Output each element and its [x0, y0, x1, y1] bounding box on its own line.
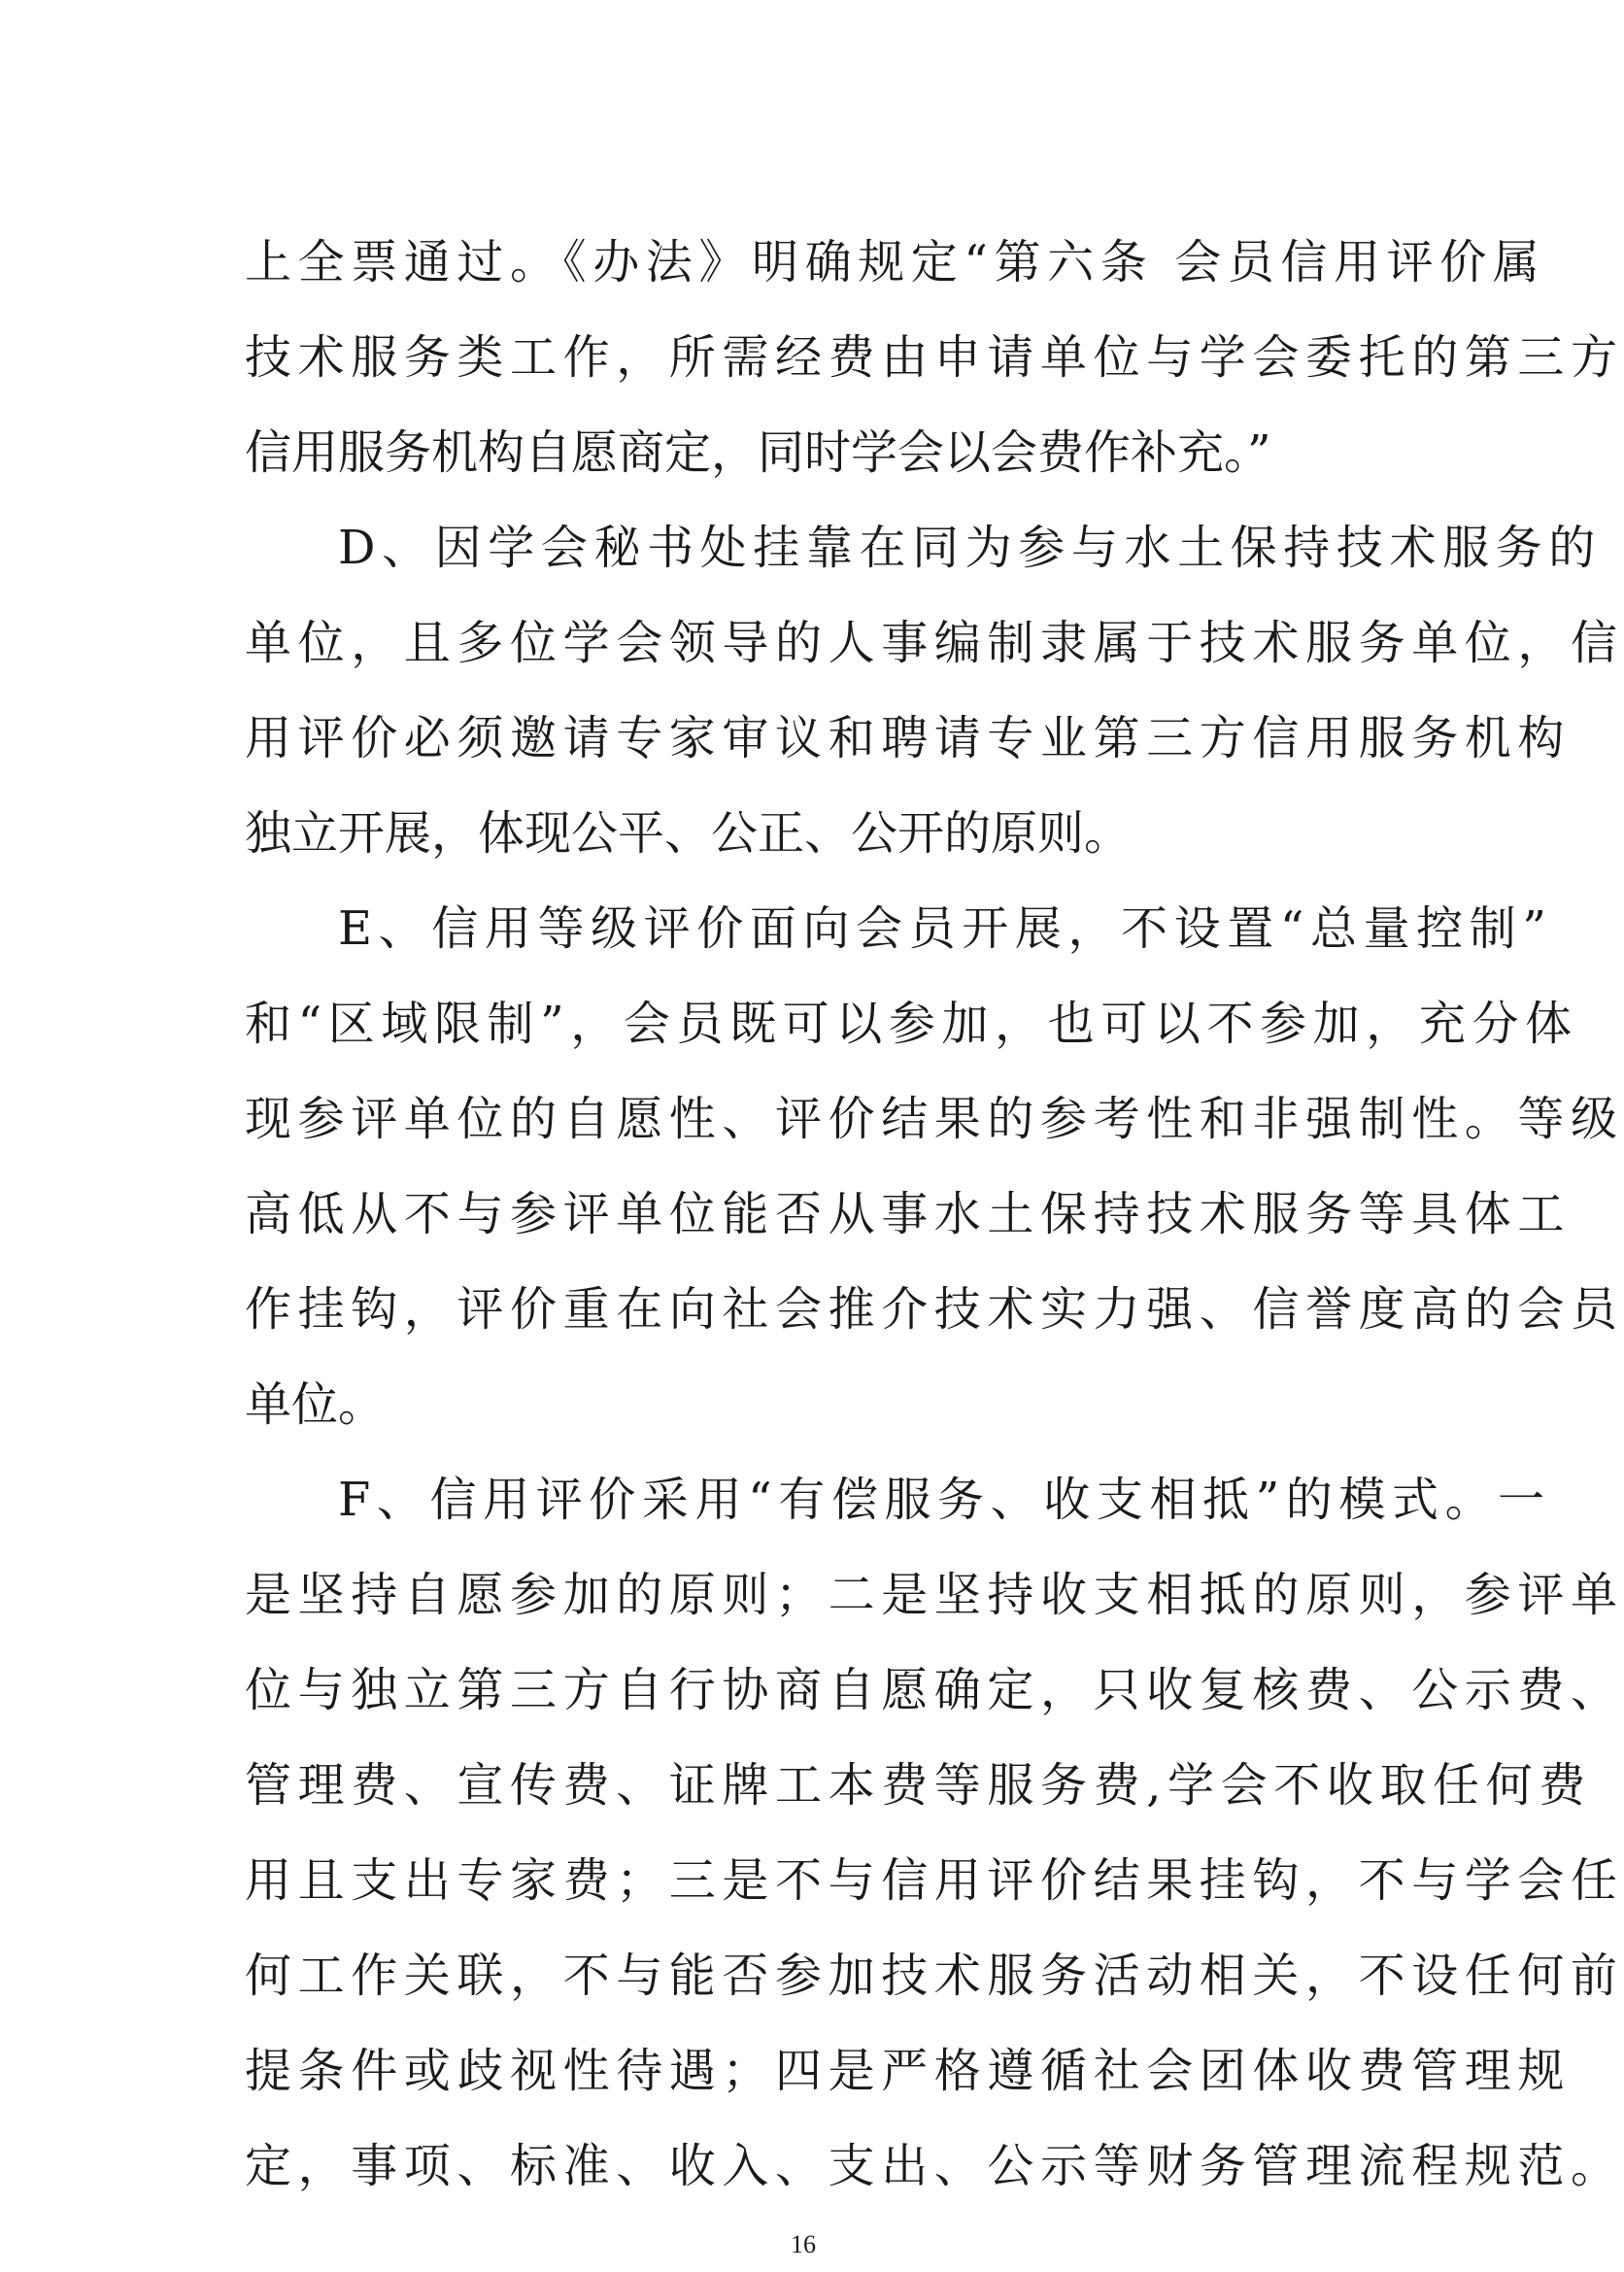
text-line: 是坚持自愿参加的原则；二是坚持收支相抵的原则，参评单	[245, 1568, 1624, 1622]
text-line: 单位，且多位学会领导的人事编制隶属于技术服务单位，信	[245, 616, 1624, 670]
text-line: 定，事项、标准、收入、支出、公示等财务管理流程规范。	[245, 2139, 1624, 2193]
text-line: 上全票通过。《办法》明确规定“第六条 会员信用评价属	[245, 235, 1546, 289]
text-line: 现参评单位的自愿性、评价结果的参考性和非强制性。等级	[245, 1092, 1624, 1146]
text-line: 用且支出专家费；三是不与信用评价结果挂钩，不与学会任	[245, 1853, 1624, 1908]
text-line: 独立开展，体现公平、公正、公开的原则。	[245, 806, 1132, 861]
text-line: 单位。	[245, 1377, 386, 1432]
text-line: 位与独立第三方自行协商自愿确定，只收复核费、公示费、	[245, 1663, 1624, 1717]
text-line: 何工作关联，不与能否参加技术服务活动相关，不设任何前	[245, 1949, 1624, 2003]
text-line: 作挂钩，评价重在向社会推介技术实力强、信誉度高的会员	[245, 1282, 1624, 1337]
text-line: 用评价必须邀请专家审议和聘请专业第三方信用服务机构	[245, 711, 1572, 765]
text-line: 信用服务机构自愿商定，同时学会以会费作补充。”	[245, 425, 1271, 480]
paragraph-e-start: E、信用等级评价面向会员开展，不设置“总量控制”	[338, 901, 1553, 956]
text-line: 技术服务类工作，所需经费由申请单位与学会委托的第三方	[245, 330, 1624, 385]
paragraph-d-start: D、因学会秘书处挂靠在同为参与水土保持技术服务的	[338, 521, 1602, 575]
page-number: 16	[791, 2230, 816, 2258]
text-line: 提条件或歧视性待遇；四是严格遵循社会团体收费管理规	[245, 2044, 1572, 2098]
text-line: 和“区域限制”，会员既可以参加，也可以不参加，充分体	[245, 997, 1578, 1051]
paragraph-f-start: F、信用评价采用“有偿服务、收支相抵”的模式。一	[338, 1473, 1551, 1527]
text-line: 高低从不与参评单位能否从事水土保持技术服务等具体工	[245, 1187, 1572, 1241]
text-line: 管理费、宣传费、证牌工本费等服务费,学会不收取任何费	[245, 1758, 1592, 1813]
